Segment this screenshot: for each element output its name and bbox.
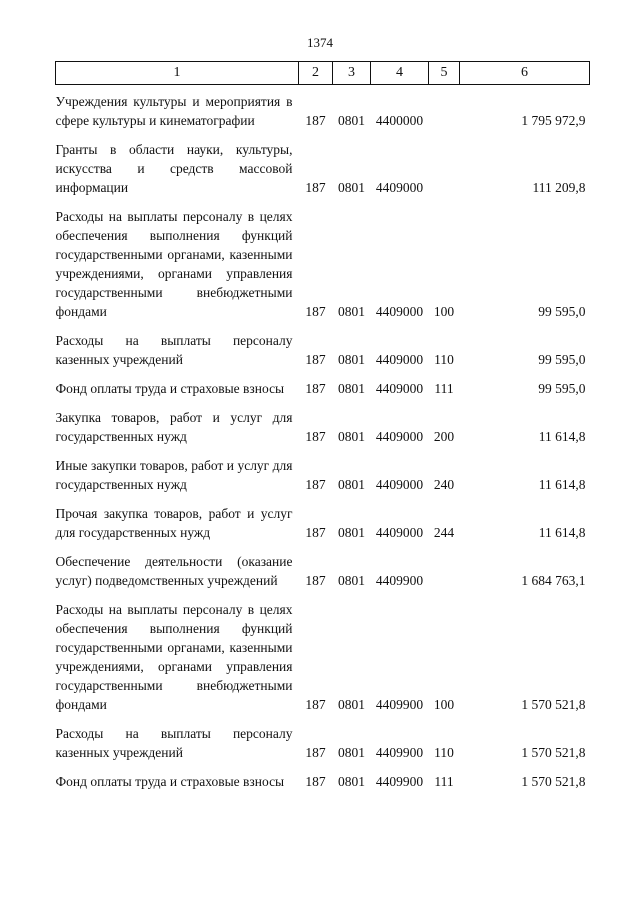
code-cell: 110 bbox=[434, 352, 454, 367]
code-cell: 187 bbox=[305, 573, 326, 588]
amount-cell: 111 209,8 bbox=[532, 180, 586, 195]
table-row bbox=[56, 324, 590, 372]
code-cell: 187 bbox=[305, 774, 326, 789]
code-cell: 187 bbox=[305, 477, 326, 492]
amount-cell: 11 614,8 bbox=[538, 525, 586, 540]
code-cell: 100 bbox=[433, 697, 455, 712]
code-cell: 4409000 bbox=[375, 477, 424, 492]
amount-cell: 1 795 972,9 bbox=[521, 113, 586, 128]
table-row bbox=[56, 200, 590, 324]
item-name: Расходы на выплаты персоналу казенных учреждений bbox=[55, 726, 293, 760]
table-row bbox=[56, 85, 590, 134]
amount-cell: 99 595,0 bbox=[538, 304, 586, 319]
code-cell: 111 bbox=[434, 774, 454, 789]
amount-cell: 11 614,8 bbox=[538, 429, 586, 444]
code-cell: 0801 bbox=[338, 477, 365, 492]
code-cell: 187 bbox=[305, 429, 326, 444]
code-cell: 187 bbox=[305, 381, 326, 396]
table-row bbox=[56, 133, 590, 200]
table-row bbox=[56, 717, 590, 765]
column-header: 2 bbox=[299, 62, 333, 85]
amount-cell: 1 570 521,8 bbox=[521, 774, 586, 789]
column-header: 1 bbox=[56, 62, 299, 85]
code-cell: 0801 bbox=[338, 745, 365, 760]
code-cell: 4409000 bbox=[375, 525, 424, 540]
amount-cell: 1 684 763,1 bbox=[521, 573, 586, 588]
code-cell: 4400000 bbox=[375, 113, 424, 128]
code-cell bbox=[429, 133, 460, 200]
header-row bbox=[56, 62, 590, 85]
item-name: Расходы на выплаты персоналу казенных учреждений bbox=[55, 333, 293, 367]
amount-cell: 99 595,0 bbox=[538, 381, 586, 396]
code-cell: 0801 bbox=[338, 113, 365, 128]
item-name: Учреждения культуры и мероприятия в сфере культуры и кинематографии bbox=[55, 94, 293, 128]
code-cell: 0801 bbox=[338, 774, 365, 789]
code-cell: 187 bbox=[305, 525, 326, 540]
column-header: 4 bbox=[371, 62, 429, 85]
code-cell: 4409900 bbox=[375, 745, 424, 760]
table-row bbox=[56, 765, 590, 794]
code-cell: 4409000 bbox=[375, 352, 424, 367]
code-cell: 187 bbox=[305, 745, 326, 760]
item-name: Иные закупки товаров, работ и услуг для государственных нужд bbox=[55, 458, 293, 492]
table-row bbox=[56, 401, 590, 449]
item-name: Гранты в области науки, культуры, искусства и средств массовой информации bbox=[55, 142, 293, 195]
item-name: Обеспечение деятельности (оказание услуг) подведомственных учреждений bbox=[55, 554, 293, 588]
column-header: 3 bbox=[333, 62, 371, 85]
code-cell: 4409000 bbox=[375, 180, 424, 195]
column-header: 5 bbox=[429, 62, 460, 85]
code-cell: 0801 bbox=[338, 573, 365, 588]
code-cell: 100 bbox=[433, 304, 455, 319]
table-row bbox=[56, 449, 590, 497]
code-cell: 4409900 bbox=[375, 573, 424, 588]
code-cell: 4409900 bbox=[375, 774, 424, 789]
item-name: Закупка товаров, работ и услуг для государственных нужд bbox=[55, 410, 293, 444]
code-cell bbox=[429, 545, 460, 593]
code-cell: 187 bbox=[305, 113, 326, 128]
code-cell: 4409000 bbox=[375, 381, 424, 396]
amount-cell: 11 614,8 bbox=[538, 477, 586, 492]
budget-table bbox=[55, 61, 590, 794]
code-cell: 0801 bbox=[338, 697, 365, 712]
item-name: Фонд оплаты труда и страховые взносы bbox=[55, 774, 285, 789]
table-row bbox=[56, 497, 590, 545]
item-name: Расходы на выплаты персоналу в целях обеспечения выполнения функций государственными органами, казенными учреждениями, органами управления государственными внебюджетными фондами bbox=[55, 602, 293, 712]
code-cell: 0801 bbox=[338, 304, 365, 319]
code-cell: 0801 bbox=[338, 525, 365, 540]
item-name: Прочая закупка товаров, работ и услуг для государственных нужд bbox=[55, 506, 293, 540]
code-cell: 4409000 bbox=[375, 429, 424, 444]
code-cell: 4409900 bbox=[375, 697, 424, 712]
code-cell: 240 bbox=[433, 477, 455, 492]
code-cell: 187 bbox=[305, 697, 326, 712]
code-cell: 0801 bbox=[338, 352, 365, 367]
code-cell: 0801 bbox=[338, 180, 365, 195]
amount-cell: 1 570 521,8 bbox=[521, 745, 586, 760]
amount-cell: 1 570 521,8 bbox=[521, 697, 586, 712]
item-name: Расходы на выплаты персоналу в целях обеспечения выполнения функций государственными органами, казенными учреждениями, органами управления государственными внебюджетными фондами bbox=[55, 209, 293, 319]
amount-cell: 99 595,0 bbox=[538, 352, 586, 367]
item-name: Фонд оплаты труда и страховые взносы bbox=[55, 381, 285, 396]
code-cell: 200 bbox=[433, 429, 455, 444]
table-row bbox=[56, 593, 590, 717]
code-cell: 244 bbox=[433, 525, 455, 540]
code-cell: 0801 bbox=[338, 429, 365, 444]
code-cell: 187 bbox=[305, 352, 326, 367]
table-body bbox=[56, 85, 590, 795]
table-row bbox=[56, 372, 590, 401]
code-cell: 4409000 bbox=[375, 304, 424, 319]
code-cell: 187 bbox=[305, 180, 326, 195]
column-header: 6 bbox=[460, 62, 590, 85]
code-cell bbox=[429, 85, 460, 134]
code-cell: 187 bbox=[305, 304, 326, 319]
code-cell: 110 bbox=[434, 745, 454, 760]
table-row bbox=[56, 545, 590, 593]
page-number: 1374 bbox=[307, 35, 333, 50]
code-cell: 111 bbox=[434, 381, 454, 396]
code-cell: 0801 bbox=[338, 381, 365, 396]
